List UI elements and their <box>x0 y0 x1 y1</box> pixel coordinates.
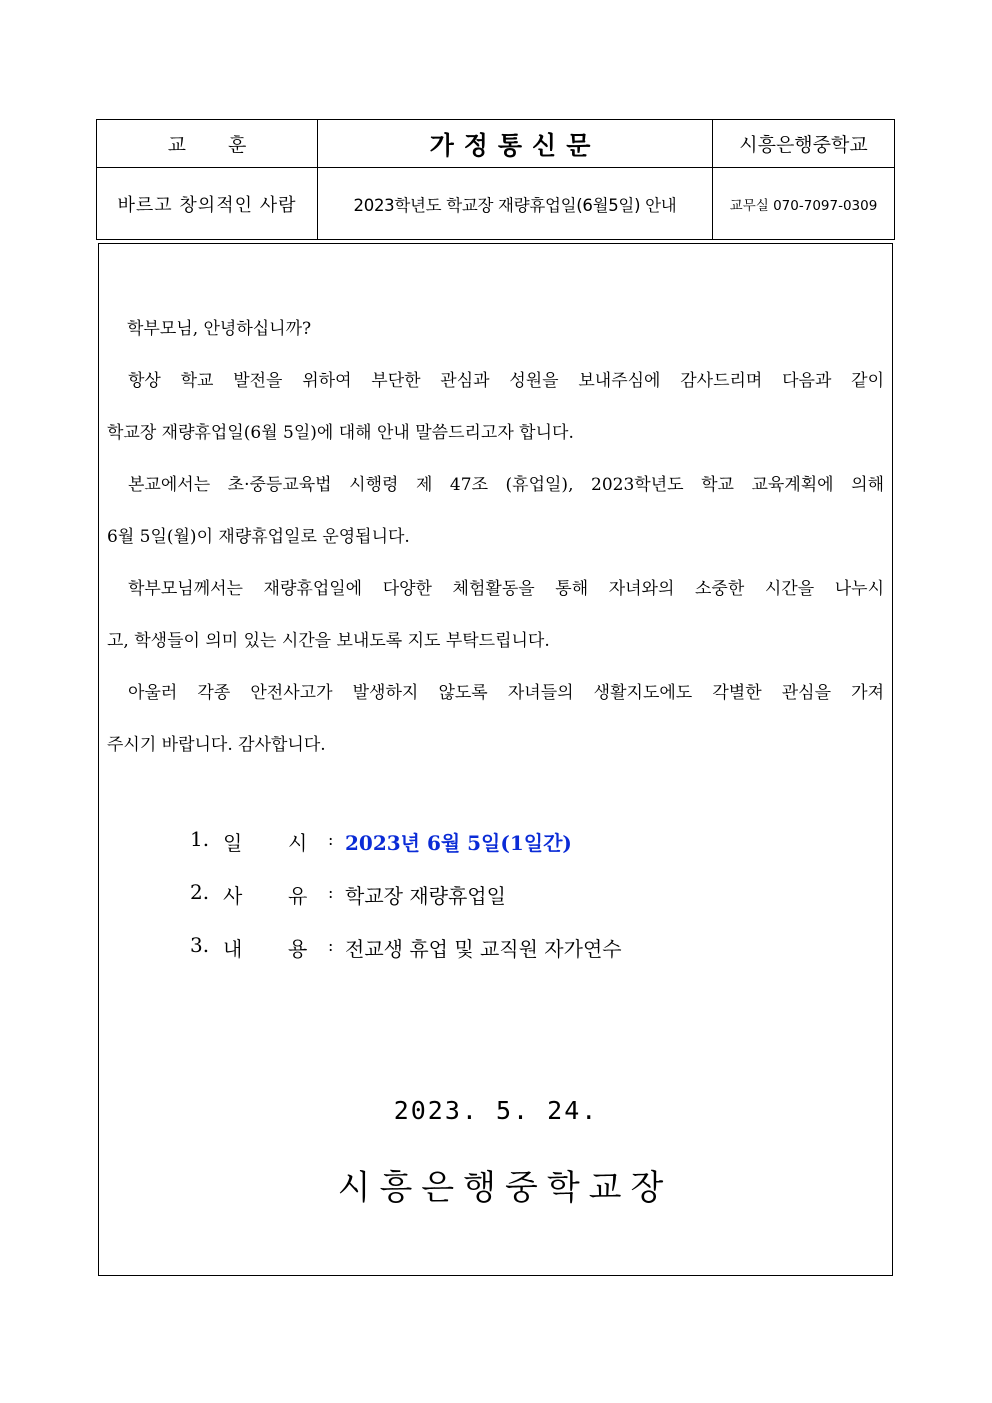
item-key-part-1: 사 <box>223 884 243 908</box>
paragraph-3-line-1: 학부모님께서는 재량휴업일에 다양한 체험활동을 통해 자녀와의 소중한 시간을 나누시 <box>128 579 884 599</box>
item-value-content: 전교생 휴업 및 교직원 자가연수 <box>345 937 622 961</box>
item-key-part-2: 유 <box>288 884 308 908</box>
office-contact: 교무실 070-7097-0309 <box>713 168 895 240</box>
item-schedule <box>190 827 690 857</box>
principal-signature: 시흥은행중학교장 <box>337 1168 673 1208</box>
issue-date: 2023. 5. 24. <box>393 1096 599 1125</box>
item-key-part-1: 일 <box>223 831 243 855</box>
paragraph-1-line-1: 항상 학교 발전을 위하여 부단한 관심과 성원을 보내주심에 감사드리며 다음과 같이 <box>128 371 884 391</box>
item-content <box>190 933 750 963</box>
notice-subject: 2023학년도 학교장 재량휴업일(6월5일) 안내 <box>318 168 713 240</box>
item-colon: : <box>328 830 334 849</box>
item-colon: : <box>328 936 334 955</box>
item-key-part-1: 내 <box>223 937 243 961</box>
item-number: 2. <box>190 880 210 904</box>
header-table <box>96 119 895 240</box>
paragraph-2-line-2: 6월 5일(월)이 재량휴업일로 운영됩니다. <box>107 527 410 547</box>
item-number: 3. <box>190 933 210 957</box>
motto-label: 교 훈 <box>97 120 318 168</box>
paragraph-1-line-2: 학교장 재량휴업일(6월 5일)에 대해 안내 말씀드리고자 합니다. <box>107 423 574 443</box>
item-value-date: 2023년 6월 5일(1일간) <box>345 831 572 855</box>
paragraph-2-line-1: 본교에서는 초·중등교육법 시행령 제 47조 (휴업일), 2023학년도 학교 교육계획에 의해 <box>128 475 884 495</box>
item-value-reason: 학교장 재량휴업일 <box>345 884 506 908</box>
paragraph-3-line-2: 고, 학생들이 의미 있는 시간을 보내도록 지도 부탁드립니다. <box>107 631 550 651</box>
document-title: 가정통신문 <box>318 120 713 168</box>
item-key-part-2: 시 <box>288 831 308 855</box>
item-number: 1. <box>190 827 210 851</box>
item-key-part-2: 용 <box>288 937 308 961</box>
paragraph-4-line-1: 아울러 각종 안전사고가 발생하지 않도록 자녀들의 생활지도에도 각별한 관심을 가져 <box>128 683 884 703</box>
greeting: 학부모님, 안녕하십니까? <box>127 319 312 339</box>
paragraph-4-line-2: 주시기 바랍니다. 감사합니다. <box>107 735 326 755</box>
school-name: 시흥은행중학교 <box>713 120 895 168</box>
school-motto: 바르고 창의적인 사람 <box>97 168 318 240</box>
item-colon: : <box>328 883 334 902</box>
item-reason <box>190 880 690 910</box>
